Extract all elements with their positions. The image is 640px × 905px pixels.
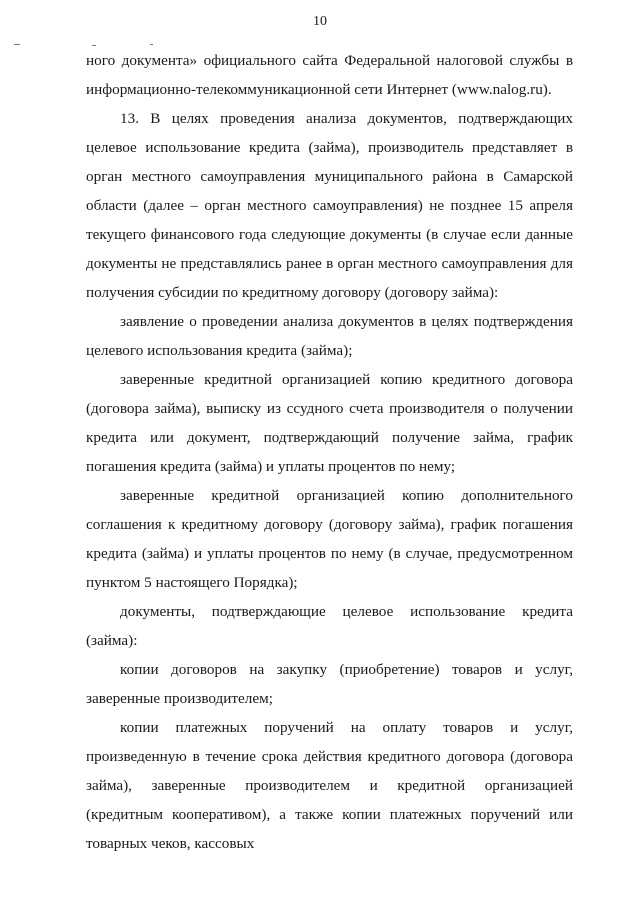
paragraph-supplementary-agreement: заверенные кредитной организацией копию дополнительного соглашения к кредитному договору (договору займа), график погашения кредита (займа) и уплаты процентов по нему (в случае, предусмотренном пунктом 5 настоящего Порядка); bbox=[86, 487, 573, 591]
paragraph-application: заявление о проведении анализа документов в целях подтверждения целевого использования кредита (займа); bbox=[86, 313, 573, 359]
paragraph-continuation: ного документа» официального сайта Федеральной налоговой службы в информационно-телекоммуникационной сети Интернет (www.nalog.ru). bbox=[86, 52, 573, 98]
paragraph-usage-documents: документы, подтверждающие целевое использование кредита (займа): bbox=[86, 603, 573, 649]
paragraph-payment-orders: копии платежных поручений на оплату товаров и услуг, произведенную в течение срока действия кредитного договора (договора займа), заверенные производителем и кредитной организацией (кредитным кооперативом), а также копии платежных поручений или товарных чеков, кассовых bbox=[86, 719, 573, 852]
scan-artifact bbox=[150, 44, 153, 45]
paragraph-clause-13: 13. В целях проведения анализа документов, подтверждающих целевое использование кредита (займа), производитель представляет в орган местного самоуправления муниципального района в Самарской области (далее – орган местного самоуправления) не позднее 15 апреля текущего финансового года следующие документы (в случае если данные документы не представлялись ранее в орган местного самоуправления для получения субсидии по кредитному договору (договору займа): bbox=[86, 110, 573, 301]
scan-artifact bbox=[14, 44, 20, 45]
paragraph-purchase-contracts: копии договоров на закупку (приобретение) товаров и услуг, заверенные производителем; bbox=[86, 661, 573, 707]
document-body bbox=[86, 46, 573, 858]
paragraph-credit-agreement-copy: заверенные кредитной организацией копию кредитного договора (договора займа), выписку из ссудного счета производителя о получении кредита или документ, подтверждающий получение займа, график погашения кредита (займа) и уплаты процентов по нему; bbox=[86, 371, 573, 475]
page-number: 10 bbox=[313, 14, 327, 29]
